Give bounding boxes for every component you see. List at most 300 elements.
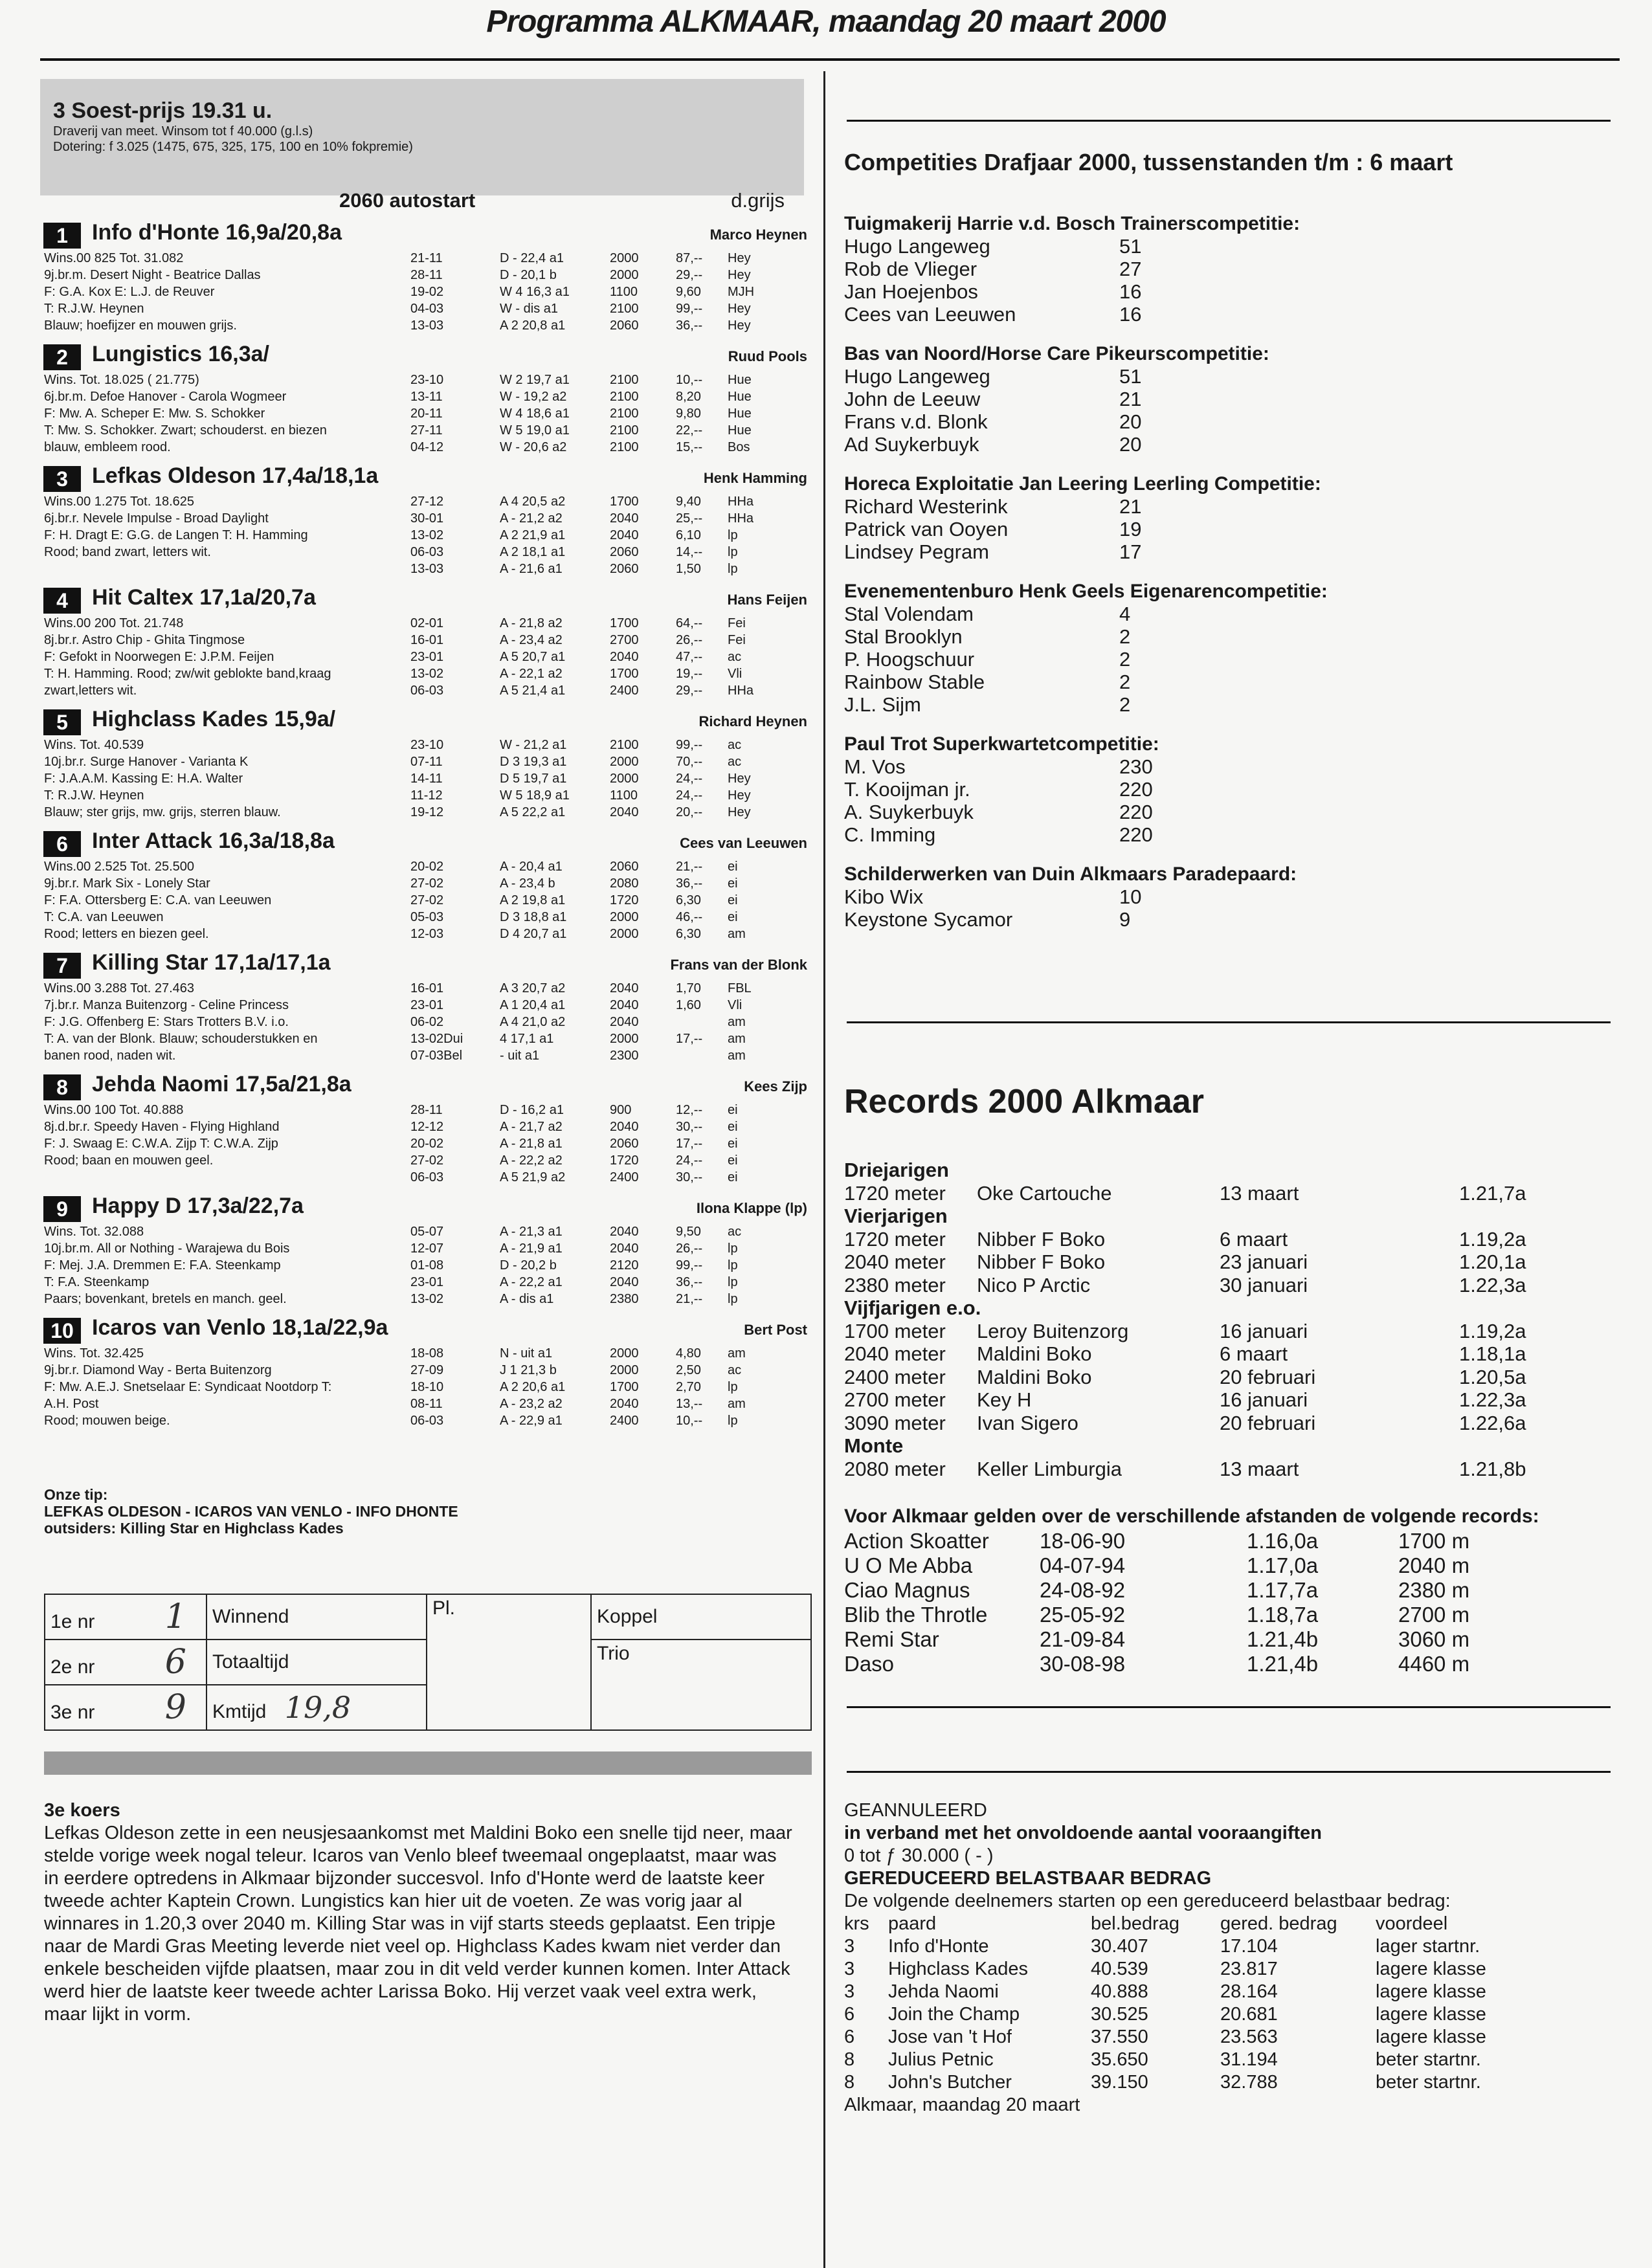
alltime-cell: 1.18,7a: [1247, 1603, 1319, 1627]
alltime-row: [844, 1529, 1614, 1553]
result-cell: 2040: [610, 1015, 639, 1029]
result-row: [410, 493, 779, 510]
result-cell: 2100: [610, 738, 639, 752]
horse-info-line: Wins.00 3.288 Tot. 27.463: [44, 981, 195, 995]
result-cell: lp: [728, 1380, 738, 1394]
result-cell: 2700: [610, 633, 639, 647]
horse-info-line: Wins. Tot. 32.425: [44, 1346, 144, 1361]
reduced-cell: 3: [844, 1936, 855, 1957]
race-start: 2060 autostart: [339, 189, 476, 212]
result-cell: W 2 19,7 a1: [500, 373, 570, 387]
result-cell: 2000: [610, 268, 639, 282]
result-row: [410, 665, 779, 682]
result-cell: ei: [728, 860, 738, 874]
result-cell: A - 21,2 a2: [500, 511, 563, 526]
result-cell: 1700: [610, 616, 639, 630]
horse-trainer: Ruud Pools: [728, 348, 807, 364]
horse-info-line: F: Mw. A. Scheper E: Mw. S. Schokker: [44, 406, 265, 421]
result-row: [410, 1223, 779, 1240]
horse-entry: [40, 1072, 807, 1192]
result-cell: 4 17,1 a1: [500, 1032, 554, 1046]
horse-info-line: 10j.br.r. Surge Hanover - Varianta K: [44, 755, 249, 769]
horse-trainer: Marco Heynen: [709, 227, 807, 243]
result-cell: Hey: [728, 805, 751, 819]
record-row: [844, 1182, 1614, 1205]
reduced-cell: 30.525: [1091, 2004, 1148, 2025]
record-cell: 16 januari: [1220, 1388, 1308, 1411]
result-cell: 2100: [610, 390, 639, 404]
result-cell: ei: [728, 1120, 738, 1134]
competitor-points: 2: [1119, 625, 1131, 648]
horse-info-line: F: J. Swaag E: C.W.A. Zijp T: C.W.A. Zijp: [44, 1137, 278, 1151]
horse-info-line: T: A. van der Blonk. Blauw; schouderstukken en: [44, 1032, 318, 1046]
competition-row: [844, 365, 1614, 388]
result-cell: lp: [728, 562, 738, 576]
result-cell: Hue: [728, 373, 752, 387]
reduced-header-cell: paard: [888, 1913, 937, 1934]
competitor-points: 21: [1119, 388, 1142, 410]
alltime-records: [844, 1504, 1614, 1676]
tip-line: LEFKAS OLDESON - ICAROS VAN VENLO - INFO DHONTE: [44, 1503, 458, 1520]
result-cell: 12-07: [410, 1241, 444, 1256]
result-cell: 2100: [610, 373, 639, 387]
competitor-name: Frans v.d. Blonk: [844, 410, 988, 433]
alltime-cell: Daso: [844, 1652, 895, 1676]
result-cell: 2300: [610, 1049, 639, 1063]
race-purse: Dotering: f 3.025 (1475, 675, 325, 175, 100 en 10% fokpremie): [53, 140, 413, 154]
result-cell: A 2 18,1 a1: [500, 545, 566, 559]
horse-number: 4: [43, 588, 81, 614]
result-cell: 10,--: [676, 373, 703, 387]
result-row: [410, 250, 779, 267]
reduced-header-cell: bel.bedrag: [1091, 1913, 1180, 1934]
horse-trainer: Richard Heynen: [698, 713, 807, 729]
result-cell: 47,--: [676, 650, 703, 664]
result-cell: 2000: [610, 1346, 639, 1361]
result-cell: 2040: [610, 1120, 639, 1134]
result-cell: 20-02: [410, 1137, 444, 1151]
result-cell: N - uit a1: [500, 1346, 553, 1361]
result-cell: 21,--: [676, 1292, 703, 1306]
result-hand-1: 1: [164, 1597, 186, 1636]
result-cell: 05-03: [410, 910, 444, 924]
competition-row: [844, 603, 1614, 625]
result-cell: A - 21,7 a2: [500, 1120, 563, 1134]
record-cell: 1.21,8b: [1459, 1457, 1526, 1480]
horse-info-line: Wins.00 100 Tot. 40.888: [44, 1103, 184, 1117]
result-row: [410, 1274, 779, 1291]
totaaltijd-label: Totaaltijd: [206, 1640, 427, 1685]
horse-info-line: 7j.br.r. Manza Buitenzorg - Celine Princess: [44, 998, 289, 1012]
result-row: [410, 267, 779, 284]
result-cell: 6,10: [676, 528, 701, 542]
result-cell: 2000: [610, 1363, 639, 1377]
horse-results: [410, 1102, 779, 1186]
result-cell: 2380: [610, 1292, 639, 1306]
result-cell: 08-11: [410, 1397, 443, 1411]
horse-trainer: Frans van der Blonk: [670, 957, 807, 973]
horse-results: [410, 1345, 779, 1429]
result-cell: 19,--: [676, 667, 703, 681]
horse-info-line: Paars; bovenkant, bretels en manch. geel.: [44, 1292, 287, 1306]
result-cell: W - 21,2 a1: [500, 738, 567, 752]
horse-info-line: Blauw; ster grijs, mw. grijs, sterren blauw.: [44, 805, 281, 819]
annulled-l3: 0 tot ƒ 30.000 ( - ): [844, 1845, 994, 1866]
horse-info-line: F: J.G. Offenberg E: Stars Trotters B.V. i.o.: [44, 1015, 289, 1029]
result-row: [410, 388, 779, 405]
result-row-1: 1e nr 1: [45, 1594, 206, 1640]
result-cell: 06-03: [410, 1414, 444, 1428]
horse-name: Hit Caltex 17,1a/20,7a: [92, 585, 316, 610]
result-cell: 2060: [610, 545, 639, 559]
result-cell: 20,--: [676, 805, 703, 819]
result-cell: Bos: [728, 440, 750, 454]
result-cell: 07-11: [410, 755, 443, 769]
result-cell: 27-09: [410, 1363, 444, 1377]
result-cell: 05-07: [410, 1225, 444, 1239]
horse-info-line: 9j.br.m. Desert Night - Beatrice Dallas: [44, 268, 261, 282]
result-cell: ac: [728, 1363, 742, 1377]
result-cell: D 4 20,7 a1: [500, 927, 567, 941]
horse-trainer: Henk Hamming: [703, 470, 807, 486]
result-cell: ac: [728, 738, 742, 752]
horse-info-line: F: Gefokt in Noorwegen E: J.P.M. Feijen: [44, 650, 274, 664]
annulled-l5: De volgende deelnemers starten op een gereduceerd belastbaar bedrag:: [844, 1891, 1451, 1911]
result-cell: HHa: [728, 495, 754, 509]
horse-info-line: F: G.A. Kox E: L.J. de Reuver: [44, 285, 215, 299]
alltime-cell: 2380 m: [1398, 1578, 1470, 1602]
alltime-row: [844, 1627, 1614, 1652]
record-row: [844, 1412, 1614, 1435]
result-cell: 28-11: [410, 268, 443, 282]
result-cell: A - 21,3 a1: [500, 1225, 563, 1239]
result-form: [44, 1594, 812, 1731]
competition-row: [844, 258, 1614, 280]
result-cell: 07-03Bel: [410, 1049, 463, 1063]
result-cell: 2080: [610, 876, 639, 891]
result-row: [410, 770, 779, 787]
record-cell: 30 januari: [1220, 1273, 1308, 1296]
record-cell: Keller Limburgia: [977, 1457, 1122, 1480]
result-cell: 27-02: [410, 1153, 444, 1168]
result-cell: 04-12: [410, 440, 444, 454]
competitor-name: Lindsey Pegram: [844, 540, 990, 563]
horse-info-line: Wins.00 825 Tot. 31.082: [44, 251, 184, 265]
result-row: [410, 858, 779, 875]
record-cell: 1.20,1a: [1459, 1251, 1526, 1273]
result-cell: 2040: [610, 1275, 639, 1289]
result-cell: 4,80: [676, 1346, 701, 1361]
reduced-cell: 23.563: [1220, 2027, 1278, 2047]
result-hand-3: 9: [164, 1688, 186, 1727]
result-cell: 6,30: [676, 893, 701, 907]
record-category: Driejarigen: [844, 1159, 949, 1181]
result-cell: A - 21,6 a1: [500, 562, 563, 576]
result-cell: 24,--: [676, 788, 703, 803]
result-cell: 13-02: [410, 667, 444, 681]
alltime-cell: 4460 m: [1398, 1652, 1470, 1676]
koppel-label: Koppel: [591, 1594, 811, 1640]
reduced-cell: Info d'Honte: [888, 1936, 989, 1957]
result-cell: 19-02: [410, 285, 444, 299]
horse-results: [410, 737, 779, 821]
result-row: [410, 422, 779, 439]
result-cell: D 5 19,7 a1: [500, 772, 567, 786]
result-cell: A - 22,2 a1: [500, 1275, 563, 1289]
result-cell: A 4 21,0 a2: [500, 1015, 566, 1029]
result-cell: A 2 20,6 a1: [500, 1380, 566, 1394]
horse-info-line: Wins. Tot. 18.025 ( 21.775): [44, 373, 199, 387]
competitor-name: Rainbow Stable: [844, 671, 985, 693]
record-cell: Key H: [977, 1388, 1032, 1411]
result-cell: A - 21,8 a2: [500, 616, 563, 630]
reduced-row: [844, 1981, 1614, 2003]
reduced-cell: 40.539: [1091, 1959, 1148, 1979]
horse-info-line: T: R.J.W. Heynen: [44, 302, 144, 316]
reduced-cell: 35.650: [1091, 2049, 1148, 2070]
record-category: Monte: [844, 1434, 904, 1457]
horse-trainer: Cees van Leeuwen: [680, 835, 807, 851]
record-category: Vijfjarigen e.o.: [844, 1296, 981, 1319]
reduced-row: [844, 2071, 1614, 2094]
competition-name: Schilderwerken van Duin Alkmaars Paradepaard:: [844, 863, 1297, 885]
result-row: [410, 510, 779, 527]
result-cell: 24,--: [676, 1153, 703, 1168]
result-cell: A - 23,2 a2: [500, 1397, 563, 1411]
result-cell: 99,--: [676, 302, 703, 316]
result-cell: 9,80: [676, 406, 701, 421]
horse-info-line: F: Mej. J.A. Dremmen E: F.A. Steenkamp: [44, 1258, 281, 1273]
result-cell: 13-03: [410, 318, 444, 333]
result-cell: 9,50: [676, 1225, 701, 1239]
record-cell: 1.22,3a: [1459, 1273, 1526, 1296]
result-cell: A - 22,1 a2: [500, 667, 563, 681]
result-row: [410, 615, 779, 632]
result-cell: Hey: [728, 268, 751, 282]
competition-group: [844, 212, 1614, 326]
horse-entry: [40, 707, 807, 827]
reduced-cell: 39.150: [1091, 2072, 1148, 2093]
reduced-cell: lager startnr.: [1376, 1936, 1480, 1957]
result-row: [410, 1118, 779, 1135]
result-cell: ei: [728, 1103, 738, 1117]
result-row: [410, 1152, 779, 1169]
result-cell: lp: [728, 545, 738, 559]
result-cell: 30,--: [676, 1170, 703, 1184]
result-cell: 2060: [610, 318, 639, 333]
result-row: [410, 527, 779, 544]
result-cell: A - 21,9 a1: [500, 1241, 563, 1256]
result-cell: 2040: [610, 1397, 639, 1411]
result-cell: [676, 1014, 728, 1030]
reduced-cell: 6: [844, 2027, 855, 2047]
horse-info: [44, 1223, 452, 1307]
result-cell: lp: [728, 528, 738, 542]
horse-results: [410, 615, 779, 699]
horse-info-line: F: Mw. A.E.J. Snetselaar E: Syndicaat Nootdorp T:: [44, 1380, 332, 1394]
result-cell: ei: [728, 893, 738, 907]
reduced-cell: lagere klasse: [1376, 2027, 1486, 2047]
competition-name: Evenementenburo Henk Geels Eigenarencompetitie:: [844, 581, 1328, 602]
horse-results: [410, 250, 779, 334]
horse-entry: [40, 1194, 807, 1313]
result-cell: 2040: [610, 805, 639, 819]
result-cell: 2100: [610, 302, 639, 316]
record-cell: Nico P Arctic: [977, 1273, 1091, 1296]
result-cell: Hue: [728, 406, 752, 421]
horse-info: [44, 372, 452, 456]
competitor-points: 51: [1119, 365, 1142, 388]
result-cell: Vli: [728, 998, 742, 1012]
result-cell: ei: [728, 910, 738, 924]
horse-info-line: Wins.00 200 Tot. 21.748: [44, 616, 184, 630]
horse-info-line: Wins. Tot. 32.088: [44, 1225, 144, 1239]
result-cell: 2,50: [676, 1363, 701, 1377]
alltime-row: [844, 1578, 1614, 1603]
record-cell: 1.20,5a: [1459, 1365, 1526, 1388]
horse-entry: [40, 220, 807, 340]
horse-info-line: banen rood, naden wit.: [44, 1049, 176, 1063]
result-row: [410, 980, 779, 997]
result-cell: 20-02: [410, 860, 444, 874]
result-row-3: 3e nr 9: [45, 1685, 206, 1730]
result-cell: lp: [728, 1241, 738, 1256]
reduced-cell: Highclass Kades: [888, 1959, 1028, 1979]
competitor-points: 2: [1119, 648, 1131, 671]
competition-name: Paul Trot Superkwartetcompetitie:: [844, 733, 1159, 755]
record-cell: 13 maart: [1220, 1181, 1299, 1205]
right-rule-4: [847, 1771, 1611, 1773]
alltime-cell: Blib the Throtle: [844, 1603, 988, 1627]
horse-info-line: 9j.br.r. Mark Six - Lonely Star: [44, 876, 210, 891]
competition-row: [844, 303, 1614, 326]
result-cell: Fei: [728, 616, 746, 630]
result-row: [410, 1047, 779, 1064]
result-cell: 2000: [610, 1032, 639, 1046]
horse-entry: [40, 342, 807, 461]
alltime-row: [844, 1603, 1614, 1627]
result-row: [410, 1240, 779, 1257]
competitor-name: P. Hoogschuur: [844, 648, 975, 671]
preview-text: Lefkas Oldeson zette in een neusjesaankomst met Maldini Boko een snelle tijd neer, maar stelde vorige week nogal teleur. Icaros van Venlo bleef tweemaal ongeplaatst, maar was in eerdere optredens in Alkmaar bijzonder succesvol. Info d'Honte werd de laatste keer tweede achter Kaptein Crown. Lungistics kan hier uit de voeten. Ze was vorig jaar al winnares in 1.20,3 over 2040 m. Killing Star was in vijf starts steeds geplaatst. Een tripje naar de Mardi Gras Meeting leverde niet veel op. Highclass Kades kwam niet verder dan enkele bescheiden vijfde plaatsen, maar zou in dit veld verder kunnen komen. Inter Attack werd hier de laatste keer tweede achter Larissa Boko. Hij verzet vaak veel extra werk, maar lijkt in vorm.: [44, 1823, 792, 2025]
result-cell: HHa: [728, 684, 754, 698]
result-row: [410, 1345, 779, 1362]
record-row: [844, 1251, 1614, 1274]
horse-info-line: A.H. Post: [44, 1397, 99, 1411]
record-cell: Nibber F Boko: [977, 1251, 1106, 1273]
horse-entry: [40, 585, 807, 705]
annulled-section: [844, 1799, 1614, 2117]
result-cell: A 5 21,4 a1: [500, 684, 566, 698]
competition-name: Bas van Noord/Horse Care Pikeurscompetitie:: [844, 343, 1269, 364]
horse-trainer: Bert Post: [744, 1322, 807, 1338]
record-cell: 1.22,6a: [1459, 1411, 1526, 1434]
annulled-l2: in verband met het onvoldoende aantal vooraangiften: [844, 1823, 1322, 1843]
result-cell: 15,--: [676, 440, 703, 454]
horse-info-line: T: C.A. van Leeuwen: [44, 910, 164, 924]
reduced-cell: Jose van 't Hof: [888, 2027, 1012, 2047]
result-cell: 1,50: [676, 562, 701, 576]
result-row-2: 2e nr 6: [45, 1640, 206, 1685]
horse-entry: [40, 828, 807, 948]
horse-info-line: Blauw; hoefijzer en mouwen grijs.: [44, 318, 237, 333]
result-row: [410, 1169, 779, 1186]
horse-number: 7: [43, 953, 81, 979]
result-cell: 13-02: [410, 1292, 444, 1306]
result-cell: A - 22,9 a1: [500, 1414, 563, 1428]
result-cell: lp: [728, 1292, 738, 1306]
reduced-cell: 40.888: [1091, 1981, 1148, 2002]
result-cell: ac: [728, 755, 742, 769]
horse-info-line: 6j.br.m. Defoe Hanover - Carola Wogmeer: [44, 390, 287, 404]
result-cell: lp: [728, 1258, 738, 1273]
result-cell: 24,--: [676, 772, 703, 786]
competitor-name: J.L. Sijm: [844, 693, 921, 716]
competitor-name: Stal Brooklyn: [844, 625, 963, 648]
result-row: [410, 317, 779, 334]
horse-info: [44, 737, 452, 821]
result-cell: 30-01: [410, 511, 444, 526]
record-row: [844, 1320, 1614, 1343]
horse-info-line: 8j.d.br.r. Speedy Haven - Flying Highland: [44, 1120, 280, 1134]
result-row: [410, 1395, 779, 1412]
result-cell: 27-02: [410, 893, 444, 907]
race-preview: [44, 1799, 795, 2026]
alltime-cell: 1.17,0a: [1247, 1553, 1319, 1577]
reduced-cell: 23.817: [1220, 1959, 1278, 1979]
horse-info-line: Rood; mouwen beige.: [44, 1414, 170, 1428]
result-cell: Fei: [728, 633, 746, 647]
horse-results: [410, 858, 779, 942]
result-cell: 10,--: [676, 1414, 703, 1428]
result-cell: - uit a1: [500, 1049, 540, 1063]
record-cell: 1.21,7a: [1459, 1181, 1526, 1205]
result-cell: 36,--: [676, 1275, 703, 1289]
result-cell: 2040: [610, 981, 639, 995]
result-cell: 70,--: [676, 755, 703, 769]
alltime-cell: U O Me Abba: [844, 1553, 973, 1577]
race-track: d.grijs: [731, 189, 785, 212]
horse-name: Info d'Honte 16,9a/20,8a: [92, 220, 342, 245]
result-cell: am: [728, 1397, 746, 1411]
reduced-cell: Julius Petnic: [888, 2049, 994, 2070]
alltime-cell: Remi Star: [844, 1627, 939, 1651]
alltime-cell: Ciao Magnus: [844, 1578, 970, 1602]
record-cell: 23 januari: [1220, 1251, 1308, 1273]
result-row: [410, 1412, 779, 1429]
horse-results: [410, 1223, 779, 1307]
competitor-name: Cees van Leeuwen: [844, 303, 1016, 326]
result-cell: W 4 18,6 a1: [500, 406, 570, 421]
reduced-cell: 17.104: [1220, 1936, 1278, 1957]
result-row: [410, 997, 779, 1014]
record-row: [844, 1228, 1614, 1251]
horse-info-line: T: H. Hamming. Rood; zw/wit geblokte band,kraag: [44, 667, 331, 681]
annulled-l1: GEANNULEERD: [844, 1800, 987, 1821]
result-cell: am: [728, 1032, 746, 1046]
result-cell: 2120: [610, 1258, 639, 1273]
result-row: [410, 439, 779, 456]
result-cell: 1100: [610, 285, 638, 299]
record-cell: 2400 meter: [844, 1365, 946, 1388]
horse-name: Happy D 17,3a/22,7a: [92, 1194, 304, 1218]
record-cell: Ivan Sigero: [977, 1411, 1078, 1434]
horse-info-line: 8j.br.r. Astro Chip - Ghita Tingmose: [44, 633, 245, 647]
tip-label: Onze tip:: [44, 1486, 108, 1503]
record-cell: 16 januari: [1220, 1319, 1308, 1342]
result-hand-2: 6: [164, 1643, 186, 1682]
horse-info-line: Rood; band zwart, letters wit.: [44, 545, 211, 559]
